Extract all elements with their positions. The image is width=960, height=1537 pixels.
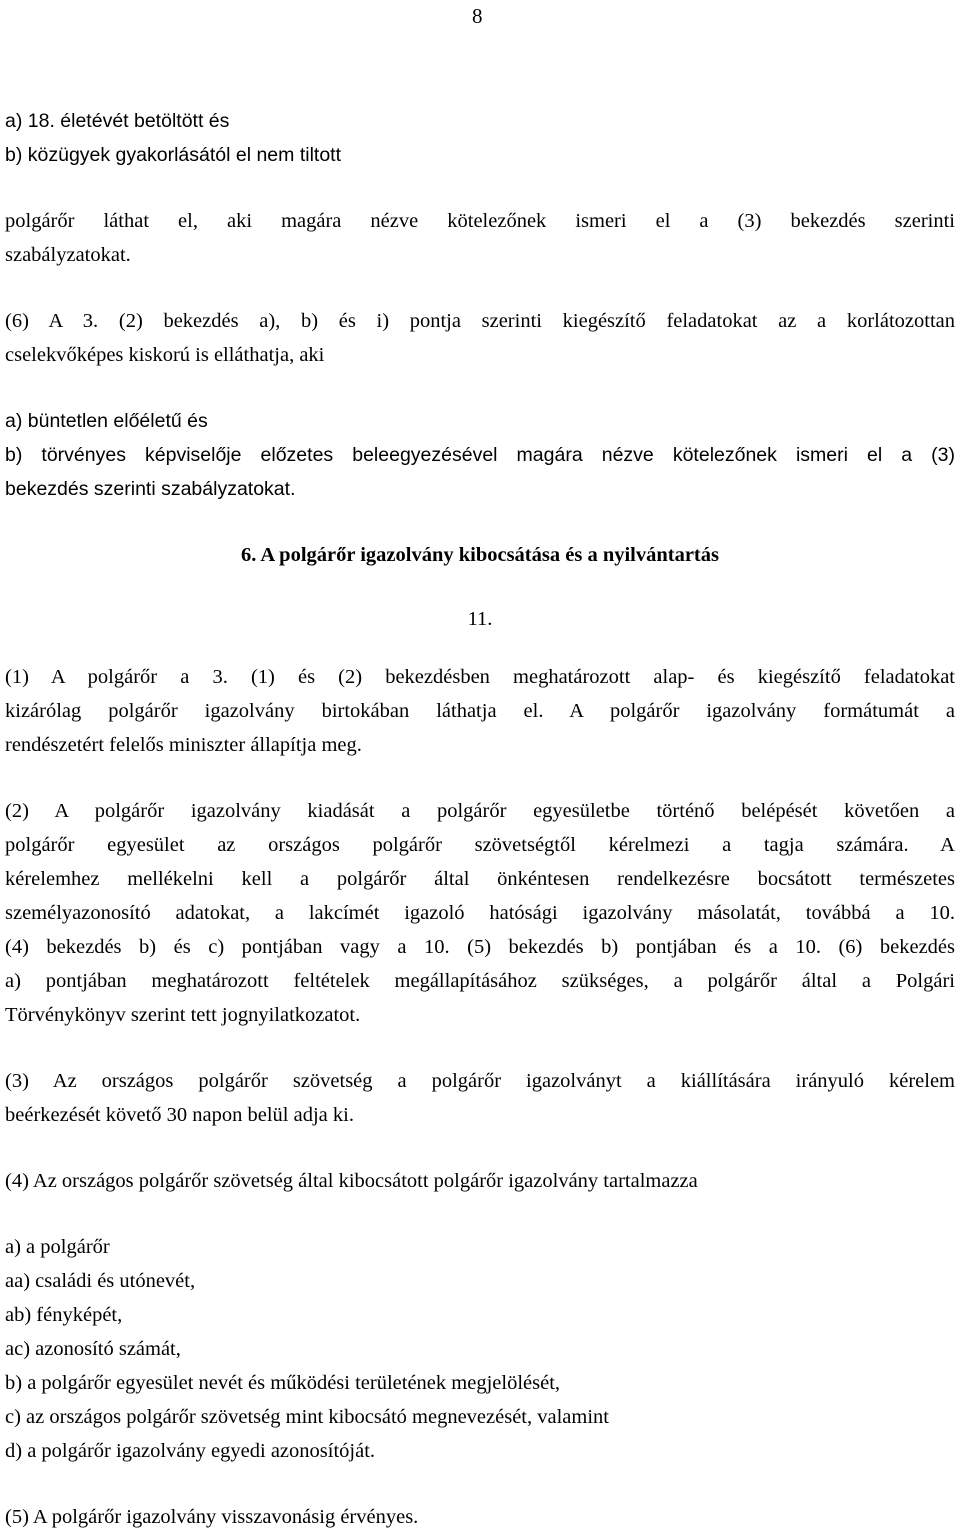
list-item: ac) azonosító számát, bbox=[5, 1338, 181, 1360]
paragraph-11-2 bbox=[5, 794, 955, 1032]
paragraph-11-3 bbox=[5, 1064, 955, 1132]
text-line: (6) A 3. (2) bekezdés a), b) és i) pontja szerinti kiegészítő feladatokat az a korlátozottan bbox=[5, 310, 955, 332]
text-line: polgárőr egyesület az országos polgárőr szövetségtől kérelmezi a tagja számára. A bbox=[5, 834, 955, 856]
paragraph-id-contents-list bbox=[5, 1230, 955, 1468]
list-item: b) a polgárőr egyesület nevét és működési területének megjelölését, bbox=[5, 1372, 561, 1394]
list-item: a) 18. életévét betöltött és bbox=[5, 110, 230, 132]
text-line: (4) Az országos polgárőr szövetség által kibocsátott polgárőr igazolvány tartalmazza bbox=[5, 1170, 698, 1192]
list-item: aa) családi és utónevét, bbox=[5, 1270, 196, 1292]
page-number: 8 bbox=[472, 4, 483, 28]
text-line: polgárőr láthat el, aki magára nézve kötelezőnek ismeri el a (3) bekezdés szerinti bbox=[5, 210, 955, 232]
text-line: kérelemhez mellékelni kell a polgárőr által önkéntesen rendelkezésre bocsátott természetes bbox=[5, 868, 955, 890]
paragraph-minor-conditions bbox=[5, 404, 955, 506]
paragraph-6 bbox=[5, 304, 955, 372]
list-item: a) büntetlen előéletű és bbox=[5, 410, 208, 432]
list-item: d) a polgárőr igazolvány egyedi azonosítóját. bbox=[5, 1440, 376, 1462]
paragraph-11-1 bbox=[5, 660, 955, 762]
text-line: (1) A polgárőr a 3. (1) és (2) bekezdésben meghatározott alap- és kiegészítő feladatokat bbox=[5, 666, 955, 688]
text-line: (2) A polgárőr igazolvány kiadását a polgárőr egyesületbe történő belépését követően a bbox=[5, 800, 955, 822]
text-line: rendészetért felelős miniszter állapítja meg. bbox=[5, 734, 362, 756]
text-line: (5) A polgárőr igazolvány visszavonásig érvényes. bbox=[5, 1506, 419, 1528]
list-item: bekezdés szerinti szabályzatokat. bbox=[5, 478, 296, 500]
list-item: c) az országos polgárőr szövetség mint kibocsátó megnevezését, valamint bbox=[5, 1406, 609, 1428]
text-line: beérkezését követő 30 napon belül adja ki. bbox=[5, 1104, 354, 1126]
text-line: Törvénykönyv szerint tett jognyilatkozatot. bbox=[5, 1004, 361, 1026]
paragraph-11-4 bbox=[5, 1164, 955, 1198]
paragraph-eligibility-conclusion bbox=[5, 204, 955, 272]
text-line: (4) bekezdés b) és c) pontjában vagy a 10. (5) bekezdés b) pontjában és a 10. (6) bekezdés bbox=[5, 936, 955, 958]
list-item: b) törvényes képviselője előzetes beleegyezésével magára nézve kötelezőnek ismeri el a (3) bbox=[5, 444, 955, 466]
section-heading: 6. A polgárőr igazolvány kibocsátása és a nyilvántartás bbox=[241, 544, 719, 566]
text-line: kizárólag polgárőr igazolvány birtokában láthatja el. A polgárőr igazolvány formátumát a bbox=[5, 700, 955, 722]
paragraph-11-5 bbox=[5, 1500, 955, 1534]
list-item: b) közügyek gyakorlásától el nem tiltott bbox=[5, 144, 341, 166]
list-item: ab) fényképét, bbox=[5, 1304, 123, 1326]
document-body bbox=[5, 104, 955, 1534]
text-line: szabályzatokat. bbox=[5, 244, 131, 266]
section-number: 11. bbox=[467, 608, 493, 630]
text-line: személyazonosító adatokat, a lakcímét igazoló hatósági igazolvány másolatát, továbbá a 10. bbox=[5, 902, 955, 924]
text-line: cselekvőképes kiskorú is elláthatja, aki bbox=[5, 344, 325, 366]
text-line: a) pontjában meghatározott feltételek megállapításához szükséges, a polgárőr által a Polgári bbox=[5, 970, 955, 992]
list-item: a) a polgárőr bbox=[5, 1236, 110, 1258]
text-line: (3) Az országos polgárőr szövetség a polgárőr igazolványt a kiállítására irányuló kérelem bbox=[5, 1070, 955, 1092]
paragraph-eligibility-list bbox=[5, 104, 955, 172]
